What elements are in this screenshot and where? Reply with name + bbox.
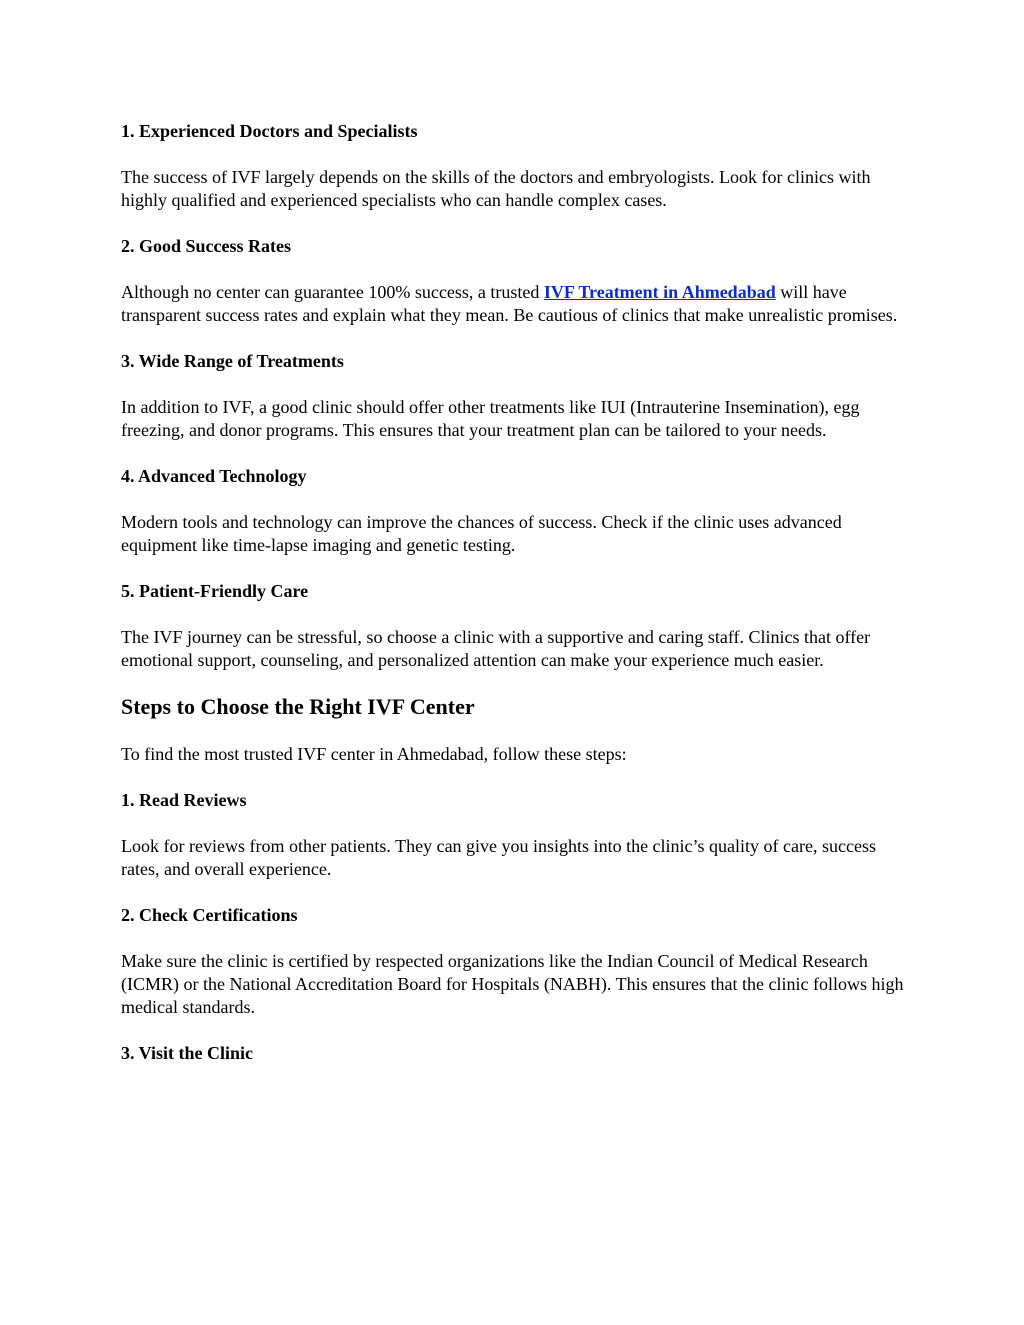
- section-body-range-of-treatments: In addition to IVF, a good clinic should offer other treatments like IUI (Intrauterine Insemination), egg freezing, and donor programs. This ensures that your treatment plan can be tailored to your needs.: [121, 397, 860, 440]
- document-page: [121, 120, 911, 1088]
- section-heading-advanced-technology: 4. Advanced Technology: [121, 466, 307, 486]
- section-heading-experienced-doctors: 1. Experienced Doctors and Specialists: [121, 121, 418, 141]
- ivf-treatment-ahmedabad-link[interactable]: IVF Treatment in Ahmedabad: [543, 282, 776, 302]
- success-rates-text-after: will have transparent success rates and explain what they mean. Be cautious of clinics that make unrealistic promises.: [121, 282, 898, 325]
- step-body-read-reviews: Look for reviews from other patients. They can give you insights into the clinic’s quality of care, success rates, and overall experience.: [121, 836, 876, 879]
- section-body-experienced-doctors: The success of IVF largely depends on the skills of the doctors and embryologists. Look for clinics with highly qualified and experienced specialists who can handle complex cases.: [121, 167, 871, 210]
- section-body-patient-friendly-care: The IVF journey can be stressful, so choose a clinic with a supportive and caring staff. Clinics that offer emotional support, counseling, and personalized attention can make your experience much easier.: [121, 627, 871, 670]
- step-heading-check-certifications: 2. Check Certifications: [121, 905, 298, 925]
- steps-section-title: Steps to Choose the Right IVF Center: [121, 694, 475, 719]
- step-body-check-certifications: Make sure the clinic is certified by respected organizations like the Indian Council of Medical Research (ICMR) or the National Accreditation Board for Hospitals (NABH). This ensures that the clinic follows high medical standards.: [121, 951, 904, 1017]
- section-heading-patient-friendly-care: 5. Patient-Friendly Care: [121, 581, 309, 601]
- step-heading-visit-clinic: 3. Visit the Clinic: [121, 1043, 254, 1063]
- section-body-advanced-technology: Modern tools and technology can improve the chances of success. Check if the clinic uses advanced equipment like time-lapse imaging and genetic testing.: [121, 512, 842, 555]
- section-heading-success-rates: 2. Good Success Rates: [121, 236, 291, 256]
- section-heading-range-of-treatments: 3. Wide Range of Treatments: [121, 351, 344, 371]
- section-body-success-rates: [121, 281, 911, 327]
- step-heading-read-reviews: 1. Read Reviews: [121, 790, 247, 810]
- success-rates-text-before: Although no center can guarantee 100% success, a trusted: [121, 282, 544, 302]
- steps-section-intro: To find the most trusted IVF center in Ahmedabad, follow these steps:: [121, 744, 627, 764]
